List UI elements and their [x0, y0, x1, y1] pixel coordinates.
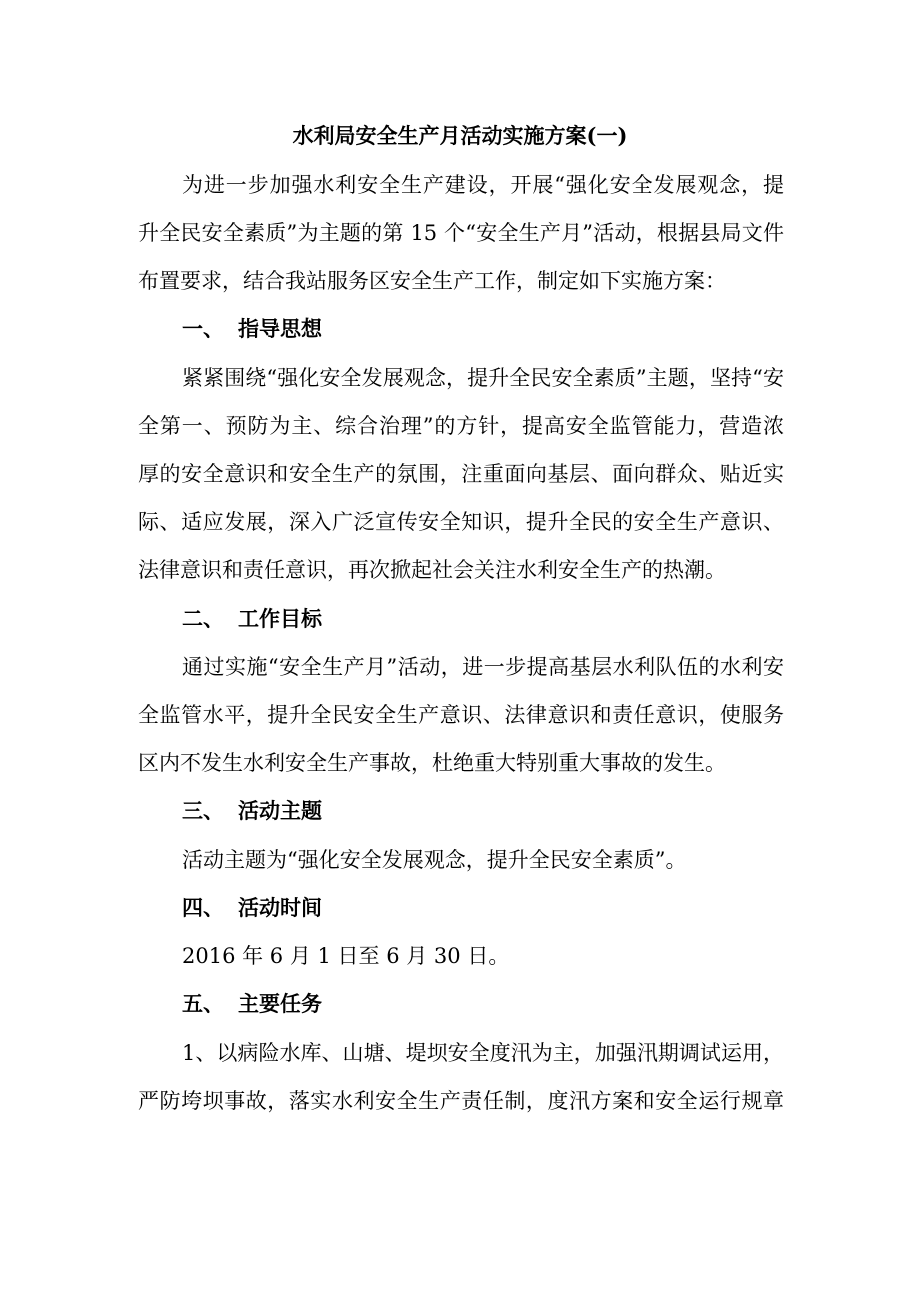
section-heading-5: [182, 990, 322, 1018]
section-1-line-2: 全第一、预防为主、综合治理”的方针，提高安全监管能力，营造浓: [138, 414, 784, 438]
section-3-line-1: 活动主题为“强化安全发展观念，提升全民安全素质”。: [182, 848, 687, 872]
section-2-line-2: 全监管水平，提升全民安全生产意识、法律意识和责任意识，使服务: [138, 703, 784, 727]
section-heading-text: 指导思想: [238, 316, 322, 341]
section-1-line-5: 法律意识和责任意识，再次掀起社会关注水利安全生产的热潮。: [138, 558, 726, 582]
section-2-line-3: 区内不发生水利安全生产事故，杜绝重大特别重大事故的发生。: [138, 751, 726, 775]
section-heading-3: [182, 797, 322, 825]
section-heading-text: 工作目标: [238, 606, 322, 631]
section-number: 四、: [182, 895, 224, 920]
section-heading-4: [182, 894, 322, 922]
section-1-line-1: 紧紧围绕“强化安全发展观念，提升全民安全素质”主题，坚持“安: [182, 366, 784, 390]
section-1-line-3: 厚的安全意识和安全生产的氛围，注重面向基层、面向群众、贴近实: [138, 462, 784, 486]
section-number: 五、: [182, 991, 224, 1016]
section-5-line-2: 严防垮坝事故，落实水利安全生产责任制，度汛方案和安全运行规章: [138, 1089, 784, 1113]
section-number: 三、: [182, 798, 224, 823]
section-4-line-1: 2016 年 6 月 1 日至 6 月 30 日。: [182, 944, 510, 968]
section-5-line-1: 1、以病险水库、山塘、堤坝安全度汛为主，加强汛期调试运用，: [182, 1041, 784, 1065]
section-1-line-4: 际、适应发展，深入广泛宣传安全知识，提升全民的安全生产意识、: [138, 510, 784, 534]
intro-line-1: 为进一步加强水利安全生产建设，开展“强化安全发展观念，提: [182, 173, 784, 197]
intro-line-3: 布置要求，结合我站服务区安全生产工作，制定如下实施方案：: [138, 269, 726, 293]
section-number: 二、: [182, 606, 224, 631]
section-heading-2: [182, 605, 322, 633]
intro-line-2: 升全民安全素质”为主题的第 15 个“安全生产月”活动，根据县局文件: [138, 221, 784, 245]
section-heading-text: 主要任务: [238, 991, 322, 1016]
section-2-line-1: 通过实施“安全生产月”活动，进一步提高基层水利队伍的水利安: [182, 655, 784, 679]
section-number: 一、: [182, 316, 224, 341]
section-heading-1: [182, 315, 322, 343]
document-title: 水利局安全生产月活动实施方案(一): [292, 123, 628, 148]
section-heading-text: 活动时间: [238, 895, 322, 920]
section-heading-text: 活动主题: [238, 798, 322, 823]
